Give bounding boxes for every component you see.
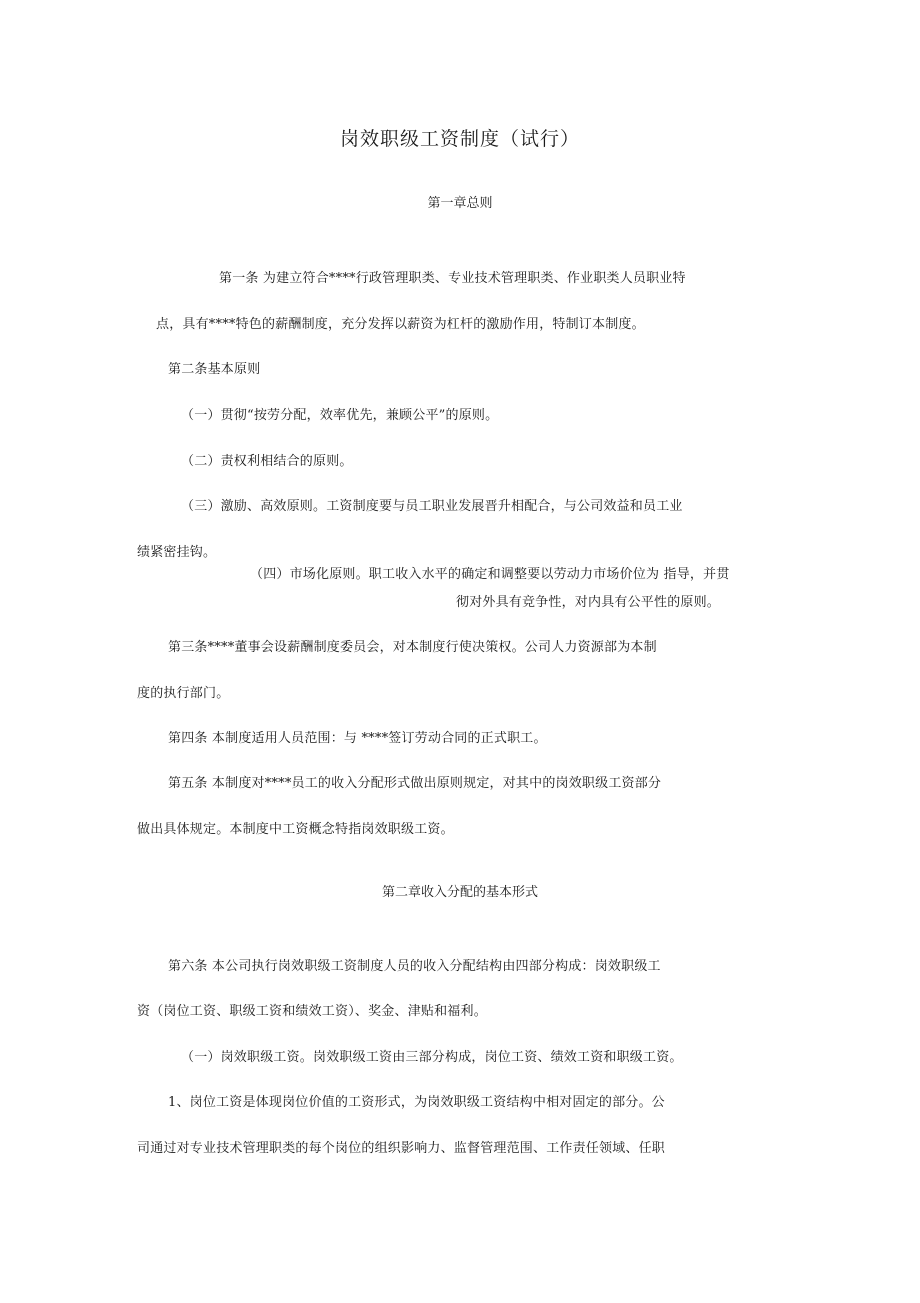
article-6-sub-1-line-2: 司通过对专业技术管理职类的每个岗位的组织影响力、监督管理范围、工作责任领域、任职: [137, 1141, 666, 1156]
chapter-1-heading: 第一章总则: [427, 196, 493, 211]
article-5-line-2: 做出具体规定。本制度中工资概念特指岗效职级工资。: [137, 822, 454, 837]
article-1-line-1: 第一条 为建立符合****行政管理职类、专业技术管理职类、作业职类人员职业特: [219, 271, 686, 286]
article-2-item-4-line-1: （四）市场化原则。职工收入水平的确定和调整要以劳动力市场价位为 指导，并贯: [250, 567, 730, 582]
article-5-line-1: 第五条 本制度对****员工的收入分配形式做出原则规定，对其中的岗效职级工资部分: [168, 776, 662, 791]
article-6-line-1: 第六条 本公司执行岗效职级工资制度人员的收入分配结构由四部分构成：岗效职级工: [168, 959, 661, 974]
article-2-item-3-line-2: 绩紧密挂钩。: [137, 545, 217, 560]
article-4: 第四条 本制度适用人员范围：与 ****签订劳动合同的正式职工。: [168, 731, 547, 746]
article-2-item-3-line-1: （三）激励、高效原则。工资制度要与员工职业发展晋升相配合，与公司效益和员工业: [181, 499, 683, 514]
article-6-sub-1-line-1: 1、岗位工资是体现岗位价值的工资形式，为岗效职级工资结构中相对固定的部分。公: [168, 1095, 665, 1110]
document-title: 岗效职级工资制度（试行）: [339, 128, 580, 150]
article-3-line-2: 度的执行部门。: [137, 686, 230, 701]
article-2-heading: 第二条基本原则: [168, 362, 261, 377]
article-6-line-2: 资（岗位工资、职级工资和绩效工资）、奖金、津贴和福利。: [137, 1004, 487, 1019]
article-3-line-1: 第三条****董事会设薪酬制度委员会，对本制度行使决策权。公司人力资源部为本制: [168, 640, 657, 655]
article-2-item-1: （一）贯彻“按劳分配，效率优先，兼顾公平”的原则。: [181, 408, 499, 423]
article-2-item-4-line-2: 彻对外具有竞争性，对内具有公平性的原则。: [456, 595, 721, 610]
chapter-2-heading: 第二章收入分配的基本形式: [381, 885, 538, 900]
article-2-item-2: （二）责权利相结合的原则。: [181, 454, 353, 469]
article-1-line-2: 点，具有****特色的薪酬制度，充分发挥以薪资为杠杆的激励作用，特制订本制度。: [156, 317, 645, 332]
article-6-item-1: （一）岗效职级工资。岗效职级工资由三部分构成，岗位工资、绩效工资和职级工资。: [181, 1050, 683, 1065]
